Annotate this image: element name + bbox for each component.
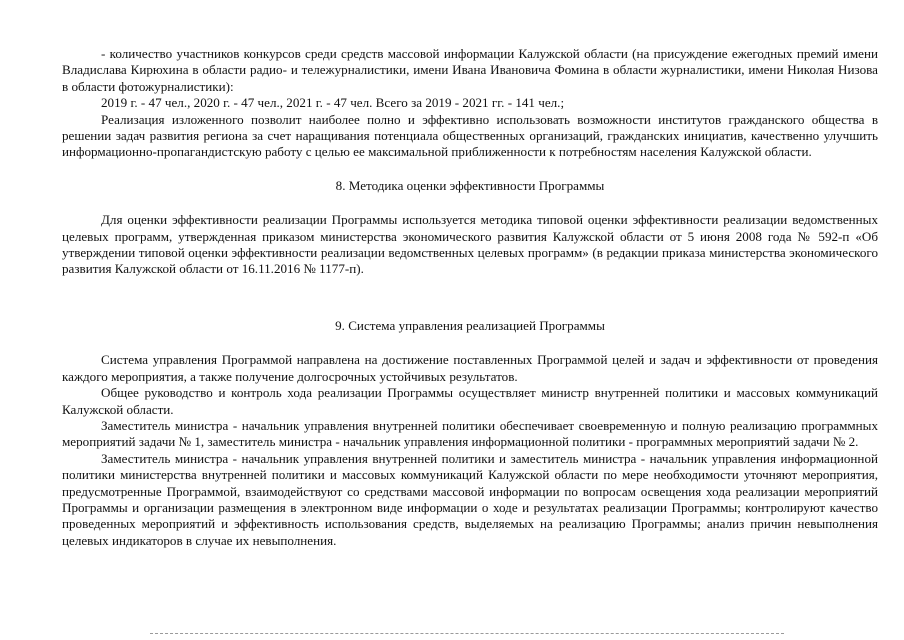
- page-bottom-divider: [150, 633, 784, 634]
- intro-paragraph-implementation: Реализация изложенного позволит наиболее полно и эффективно использовать возможности институтов гражданского общества в решении задач развития региона за счет наращивания потенциала общественных организаций, гражданских инициатив, качественно улучшить информационно-пропагандистскую работу с целью ее максимальной приближенности к потребностям населения Калужской области.: [62, 111, 878, 160]
- intro-paragraph-participants: - количество участников конкурсов среди средств массовой информации Калужской области (на присуждение ежегодных премий имени Владислава Кирюхина в области радио- и тележурналистики, имени Ивана Ивановича Фомина в области журналистики, имени Николая Низова в области фотожурналистики):: [62, 46, 878, 94]
- intro-paragraph-counts: 2019 г. - 47 чел., 2020 г. - 47 чел., 2021 г. - 47 чел. Всего за 2019 - 2021 гг. - 141 чел.;: [101, 95, 565, 111]
- document-page: [62, 46, 878, 549]
- section-9-paragraph-3: Заместитель министра - начальник управления внутренней политики обеспечивает своевременную и полную реализацию программных мероприятий задачи № 1, заместитель министра - начальник управления информационной политики - программных мероприятий задачи № 2.: [62, 417, 878, 450]
- section-8-paragraph: Для оценки эффективности реализации Программы используется методика типовой оценки эффективности реализации ведомственных целевых программ, утвержденная приказом министерства экономического развития Калужской области от 5 июня 2008 года № 592-п «Об утверждении типовой оценки эффективности реализации ведомственных целевых программ» (в редакции приказа министерства экономического развития Калужской области от 16.11.2016 № 1177-п).: [62, 212, 878, 277]
- section-9-paragraph-1: Система управления Программой направлена на достижение поставленных Программой целей и задач и эффективности от проведения каждого мероприятия, а также получение долгосрочных устойчивых результатов.: [62, 352, 878, 384]
- section-8-heading: 8. Методика оценки эффективности Программы: [335, 177, 605, 193]
- section-9-paragraph-4: Заместитель министра - начальник управления внутренней политики и заместитель министра - начальник управления информационной политики министерства внутренней политики и массовых коммуникаций Калужской области по мере необходимости уточняют мероприятия, предусмотренные Программой, взаимодействуют со средствами массовой информации по вопросам освещения хода реализации мероприятий Программы и организации размещения в электронном виде информации о ходе и результатах реализации Программы; контролируют качество проведенных мероприятий и эффективность использования средств, выделяемых на реализацию Программы; анализ причин невыполнения целевых индикаторов в случае их невыполнения.: [62, 450, 878, 548]
- section-9-heading: 9. Система управления реализацией Программы: [335, 317, 605, 333]
- section-9-paragraph-2: Общее руководство и контроль хода реализации Программы осуществляет министр внутренней политики и массовых коммуникаций Калужской области.: [62, 385, 878, 417]
